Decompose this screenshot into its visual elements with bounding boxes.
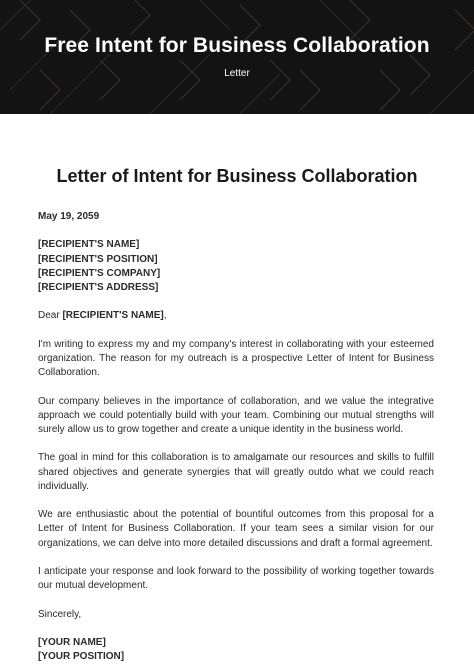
banner-title: Free Intent for Business Collaboration: [44, 34, 430, 57]
signature-position: [YOUR POSITION]: [38, 651, 125, 663]
recipient-position: [RECIPIENT'S POSITION]: [38, 253, 158, 265]
paragraph-1: I'm writing to express my and my company's interest in collaborating with your esteemed organization. The reason for my outreach is a prospective Letter of Intent for Business Collaboration.: [38, 338, 434, 379]
salutation-suffix: ,: [163, 310, 167, 322]
paragraph-2: Our company believes in the importance of collaboration, and we value the integrative approach we could potentially build with your team. Combining our mutual strengths will surely allow us to grow together and create a unique identity in the business world.: [38, 395, 434, 435]
closing: Sincerely,: [38, 608, 82, 620]
signature-block: [38, 636, 434, 664]
signature-name: [YOUR NAME]: [38, 636, 106, 648]
recipient-name: [RECIPIENT'S NAME]: [38, 239, 140, 251]
salutation-name: [RECIPIENT'S NAME]: [62, 310, 164, 322]
paragraph-3: The goal in mind for this collaboration is to amalgamate our resources and skills to fulfill shared objectives and generate synergies that will greatly outdo what we could reach individually.: [38, 452, 434, 492]
paragraph-5: I anticipate your response and look forward to the possibility of working together towards our mutual development.: [38, 565, 434, 592]
banner-subtitle: Letter: [224, 68, 250, 79]
recipient-address: [RECIPIENT'S ADDRESS]: [38, 282, 159, 293]
recipient-block: [38, 238, 434, 295]
document-title: Letter of Intent for Business Collaboration: [56, 166, 418, 186]
recipient-company: [RECIPIENT'S COMPANY]: [38, 267, 161, 279]
letter-body: [38, 210, 434, 664]
header-banner: [0, 0, 474, 114]
letter-document: [0, 114, 474, 671]
paragraph-4: We are enthusiastic about the potential of bountiful outcomes from this proposal for a Letter of Intent for Business Collaboration. If your team sees a similar vision for our organizations, we can delve into more detailed discussions and draft a formal agreement.: [38, 509, 434, 549]
letter-date: May 19, 2059: [38, 211, 100, 222]
salutation-prefix: Dear: [38, 310, 63, 322]
salutation: [38, 309, 434, 323]
